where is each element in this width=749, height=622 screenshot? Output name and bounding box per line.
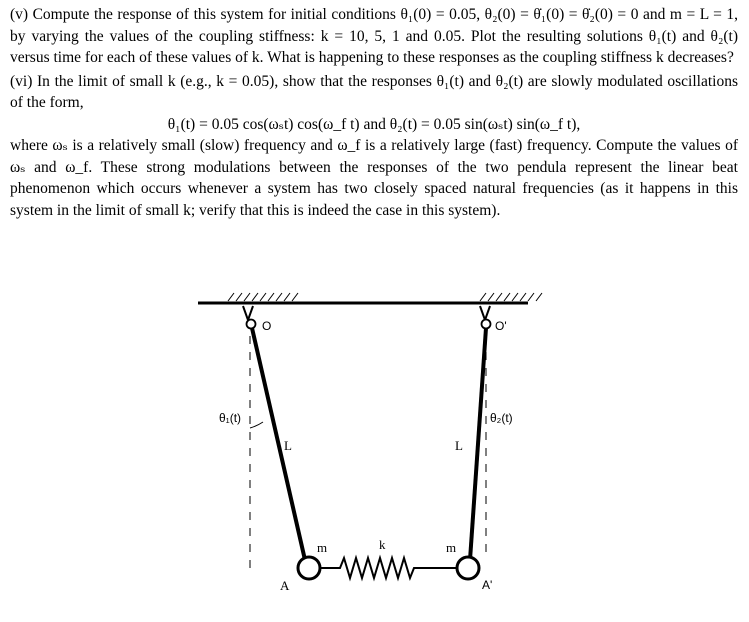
pivot-o-label: O [262, 319, 272, 333]
length-left-label: L [284, 438, 292, 453]
point-a-label: A [280, 578, 290, 593]
right-rod [470, 328, 486, 560]
pivot-o-prime-label: O' [495, 319, 507, 333]
ceiling [198, 293, 542, 303]
left-pivot-hinge [243, 306, 256, 329]
left-angle-arc [250, 422, 263, 428]
part-vi-rest: where ωₛ is a relatively small (slow) frequency and ω_f is a relatively large (fast) frequency. Compute the values of ωₛ and ω_f. These strong modulations between the responses of the two pendula represent the linear beat phenomenon which occurs whenever a system has two closely spaced natural frequencies (as it happens in this system in the limit of small k; verify that this is indeed the case in this system). [10, 137, 738, 219]
mass-right-label: m [446, 540, 457, 555]
mass-left-label: m [317, 540, 328, 555]
theta1-label: θ₁(t) [219, 411, 242, 425]
part-v-paragraph: (v) Compute the response of this system for initial conditions θ₁(0) = 0.05, θ₂(0) = θ̇₁(0) = θ̇₂(0) = 0 and m = L = 1, by varying the values of the coupling stiffness: k = 10, 5, 1 and 0.05. Plot the resulting solutions θ₁(t) and θ₂(t) versus time for each of these values of k. What is happening to these responses as the coupling stiffness k decreases? [10, 6, 738, 66]
right-pivot-hinge [480, 306, 491, 329]
left-rod [252, 328, 305, 560]
spring-k-label: k [379, 537, 386, 552]
length-right-label: L [455, 438, 463, 453]
theta2-label: θ₂(t) [490, 411, 513, 425]
right-mass [457, 557, 479, 579]
point-a-prime-label: A' [482, 578, 493, 592]
left-mass [298, 557, 320, 579]
coupling-spring [320, 558, 457, 578]
part-vi-intro: (vi) In the limit of small k (e.g., k = 0.05), show that the responses θ₁(t) and θ₂(t) are slowly modulated oscillations of the form, [10, 72, 738, 111]
modulation-formula: θ₁(t) = 0.05 cos(ωₛt) cos(ω_f t) and θ₂(t) = 0.05 sin(ωₛt) sin(ω_f t), [167, 115, 581, 133]
